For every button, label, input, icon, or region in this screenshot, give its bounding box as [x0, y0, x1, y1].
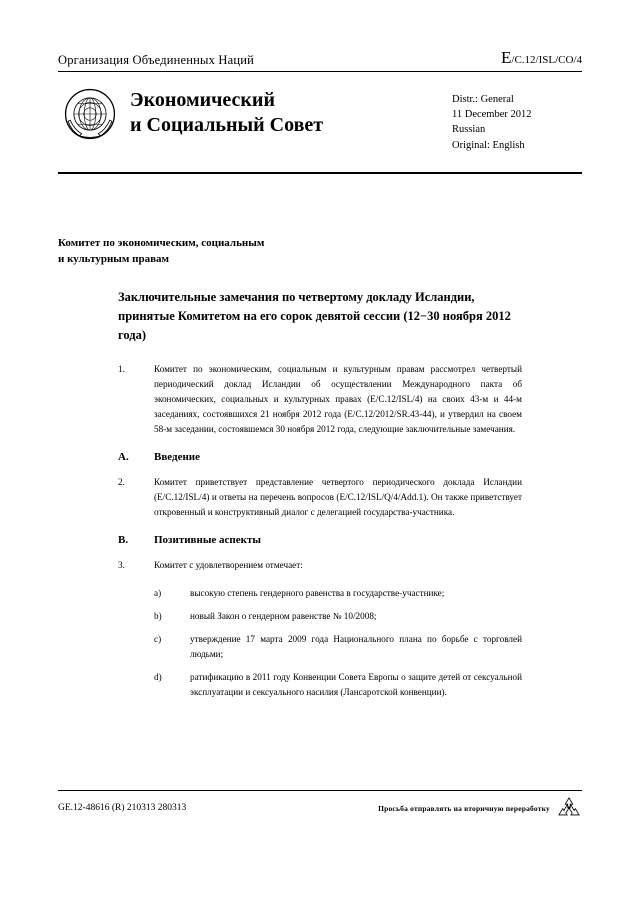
footer-divider	[58, 790, 582, 791]
recycle-icon	[556, 796, 582, 820]
list-item-text: высокую степень гендерного равенства в государстве-участнике;	[190, 588, 445, 599]
masthead-title	[130, 88, 452, 138]
section-letter: B.	[118, 533, 129, 546]
list-item-label: b)	[154, 611, 162, 622]
list-item-text: новый Закон о гендерном равенстве № 10/2008;	[190, 611, 377, 622]
list-item	[118, 632, 522, 662]
recycle-notice-text: Просьба отправлять на вторичную переработку	[378, 803, 550, 813]
list-item	[118, 670, 522, 700]
paragraph-number: 2.	[118, 476, 125, 487]
masthead-title-line2: и Социальный Совет	[130, 114, 324, 136]
document-footer	[58, 790, 582, 820]
committee-line2: и культурным правам	[58, 252, 169, 265]
recycle-notice	[378, 796, 582, 820]
distribution-block	[452, 92, 582, 153]
page-title: Заключительные замечания по четвертому докладу Исландии, принятые Комитетом на его сорок девятой сессии (12−30 ноября 2012 года)	[118, 290, 511, 342]
symbol-prefix: E	[501, 48, 512, 67]
paragraph-number: 3.	[118, 559, 125, 570]
masthead	[58, 72, 582, 172]
un-emblem-icon	[64, 88, 116, 140]
job-number: GE.12-48616 (R) 210313 280313	[58, 803, 187, 813]
paragraph-2	[118, 475, 522, 520]
paragraph-text: Комитет по экономическим, социальным и культурным правам рассмотрел четвертый периодический доклад Исландии об осуществлении Международного пакта об экономических, социальных и культурных правах (E/C.12/ISL/4) на своих 43-м и 44-м заседаниях, состоявшихся 21 ноября 2012 года (E/C.12/2012/SR.43-44), и утвердил на своем 58-м заседании, состоявшемся 30 ноября 2012 года, следующие заключительные замечания.	[154, 364, 522, 434]
document-symbol	[501, 48, 582, 68]
header-divider-thick	[58, 172, 582, 174]
list-item-label: c)	[154, 634, 162, 645]
organization-name: Организация Объединенных Наций	[58, 53, 255, 67]
committee-line1: Комитет по экономическим, социальным	[58, 237, 265, 249]
footer-row	[58, 796, 582, 820]
document-header	[58, 48, 582, 174]
paragraph-text: Комитет с удовлетворением отмечает:	[154, 559, 303, 570]
section-title: Позитивные аспекты	[154, 533, 261, 546]
list-item-text: утверждение 17 марта 2009 года Национального плана по борьбе с торговлей людьми;	[190, 634, 522, 660]
paragraph-number: 1.	[118, 364, 125, 375]
distr-line-1: 11 December 2012	[452, 109, 532, 121]
symbol-suffix: /C.12/ISL/CO/4	[511, 54, 582, 66]
section-heading-a	[118, 451, 522, 463]
list-item-label: d)	[154, 672, 162, 683]
paragraph-text: Комитет приветствует представление четвертого периодического доклада Исландии (E/C.12/ISL/4) и ответы на перечень вопросов (E/C.12/ISL/Q/4/Add.1). Он также приветствует откровенный и конструктивный диалог с делегацией государства-участника.	[154, 476, 522, 517]
distr-line-3: Original: English	[452, 139, 525, 151]
distr-line-0: Distr.: General	[452, 94, 514, 105]
masthead-title-line1: Экономический	[130, 89, 275, 111]
list-item-label: a)	[154, 588, 162, 599]
distr-line-2: Russian	[452, 124, 486, 136]
section-letter: A.	[118, 450, 129, 463]
section-title: Введение	[154, 450, 201, 463]
paragraph-1	[118, 362, 522, 437]
paragraph-3	[118, 558, 522, 573]
list-item-text: ратификацию в 2011 году Конвенции Совета Европы о защите детей от сексуальной эксплуатации и сексуального насилия (Лансаротской конвенции).	[190, 672, 522, 697]
section-heading-b	[118, 534, 522, 546]
list-item	[118, 586, 522, 601]
committee-name	[58, 236, 582, 268]
document-body	[118, 288, 522, 708]
header-top-row	[58, 48, 582, 71]
list-item	[118, 609, 522, 624]
